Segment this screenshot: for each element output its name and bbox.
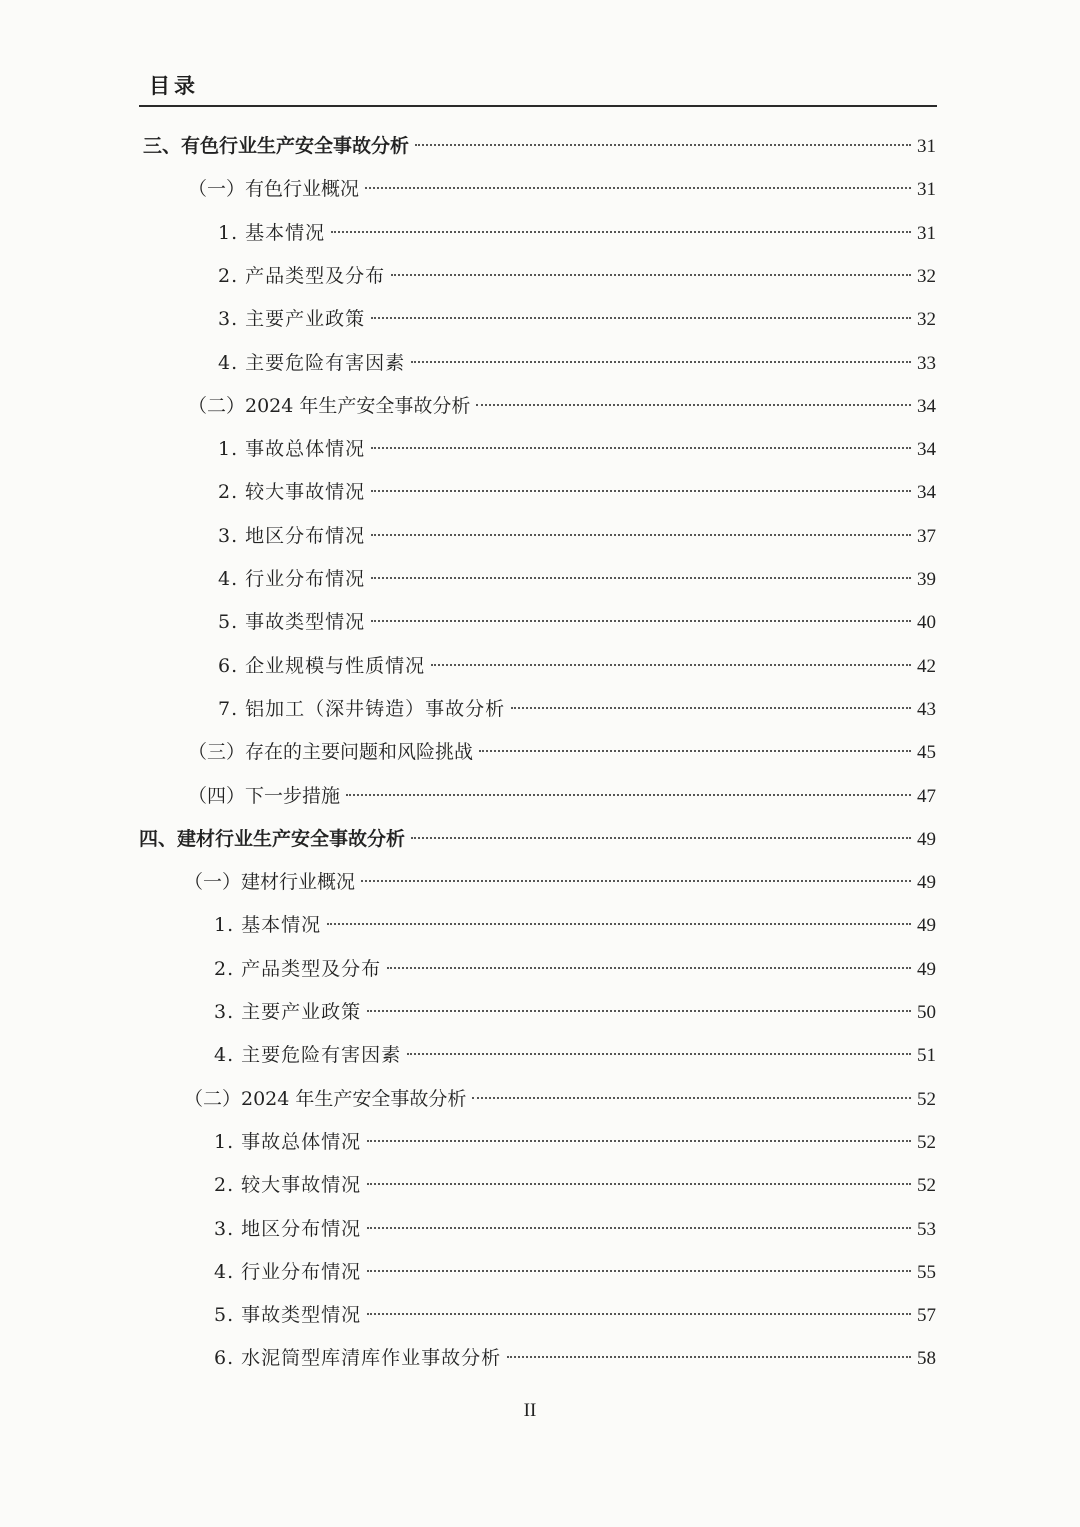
dot-leader	[365, 187, 911, 189]
dot-leader	[411, 837, 911, 839]
toc-entry-page: 32	[917, 265, 936, 287]
toc-entry-page: 49	[917, 958, 936, 980]
toc-entry-title: （二）2024 年生产安全事故分析	[184, 1087, 467, 1110]
toc-entry-page: 33	[917, 352, 936, 374]
toc-entry[interactable]	[218, 476, 936, 508]
toc-entry-page: 34	[917, 395, 936, 417]
toc-entry[interactable]	[214, 1213, 936, 1245]
toc-entry-title: （二）2024 年生产安全事故分析	[188, 394, 471, 417]
page-header-title: 目录	[149, 74, 199, 98]
toc-entry-title: 5. 事故类型情况	[218, 611, 366, 634]
toc-entry-title: （三）存在的主要问题和风险挑战	[188, 741, 474, 764]
toc-entry-page: 40	[917, 612, 936, 634]
dot-leader	[472, 1097, 911, 1099]
toc-entry[interactable]	[218, 606, 936, 638]
toc-entry-page: 39	[917, 569, 936, 590]
dot-leader	[371, 317, 911, 319]
toc-entry[interactable]	[188, 736, 936, 768]
toc-entry-title: 1. 事故总体情况	[218, 438, 366, 461]
toc-entry-title: （四）下一步措施	[188, 784, 341, 807]
toc-entry[interactable]	[214, 1256, 936, 1288]
toc-entry[interactable]	[188, 173, 936, 205]
dot-leader	[367, 1227, 911, 1229]
toc-entry[interactable]	[218, 303, 936, 335]
toc-entry-title: 1. 基本情况	[214, 914, 322, 937]
toc-entry-title: 5. 事故类型情况	[214, 1304, 362, 1327]
toc-entry[interactable]	[188, 390, 936, 422]
dot-leader	[507, 1356, 911, 1358]
toc-entry-page: 31	[917, 222, 936, 244]
toc-entry-title: 4. 主要危险有害因素	[214, 1044, 402, 1067]
toc-entry[interactable]	[139, 823, 936, 855]
toc-entry-title: 四、建材行业生产安全事故分析	[139, 827, 406, 850]
toc-entry-page: 42	[917, 655, 936, 677]
dot-leader	[371, 620, 911, 622]
dot-leader	[407, 1053, 911, 1055]
toc-entry[interactable]	[218, 693, 936, 725]
toc-entry[interactable]	[184, 866, 936, 898]
dot-leader	[479, 750, 911, 752]
toc-entry[interactable]	[214, 1126, 936, 1158]
toc-entry-title: （一）建材行业概况	[184, 871, 356, 894]
toc-entry-title: 2. 产品类型及分布	[214, 957, 382, 980]
toc-entry-page: 47	[917, 785, 936, 807]
toc-entry-title: 4. 主要危险有害因素	[218, 351, 406, 374]
toc-entry[interactable]	[214, 1169, 936, 1201]
dot-leader	[511, 707, 911, 709]
toc-entry[interactable]	[214, 953, 936, 985]
toc-entry[interactable]	[218, 260, 936, 292]
toc-entry-title: 3. 地区分布情况	[218, 524, 366, 547]
toc-entry[interactable]	[214, 1039, 936, 1071]
dot-leader	[371, 447, 911, 449]
dot-leader	[367, 1010, 911, 1012]
page-number: II	[523, 1400, 537, 1421]
toc-entry-title: 1. 事故总体情况	[214, 1130, 362, 1153]
toc-entry[interactable]	[214, 909, 936, 941]
toc-entry-title: 2. 产品类型及分布	[218, 264, 386, 287]
toc-entry[interactable]	[218, 217, 936, 249]
toc-entry-page: 49	[917, 872, 936, 894]
toc-entry[interactable]	[214, 1299, 936, 1331]
dot-leader	[371, 490, 911, 492]
toc-entry-title: 3. 主要产业政策	[214, 1001, 362, 1023]
toc-entry-title: 3. 地区分布情况	[214, 1217, 362, 1240]
dot-leader	[346, 794, 911, 796]
toc-entry-page: 57	[917, 1305, 936, 1327]
toc-entry-page: 51	[917, 1045, 936, 1067]
dot-leader	[367, 1270, 911, 1272]
toc-entry[interactable]	[214, 1342, 936, 1374]
toc-entry[interactable]	[218, 650, 936, 682]
toc-entry-page: 31	[917, 179, 936, 201]
dot-leader	[415, 144, 911, 146]
toc-entry-title: 2. 较大事故情况	[214, 1174, 362, 1197]
dot-leader	[476, 404, 911, 406]
toc-entry[interactable]	[218, 433, 936, 465]
toc-entry-page: 58	[917, 1348, 936, 1370]
toc-entry-page: 34	[917, 439, 936, 461]
toc-entry[interactable]	[218, 563, 936, 595]
dot-leader	[327, 923, 911, 925]
toc-entry-title: 三、有色行业生产安全事故分析	[143, 135, 410, 157]
toc-entry-page: 53	[917, 1218, 936, 1240]
dot-leader	[371, 534, 911, 536]
toc-entry[interactable]	[218, 520, 936, 552]
toc-entry-page: 52	[917, 1175, 936, 1197]
toc-entry-title: 3. 主要产业政策	[218, 308, 366, 331]
toc-entry-title: 2. 较大事故情况	[218, 481, 366, 504]
toc-entry-page: 52	[917, 1131, 936, 1153]
header-divider	[139, 105, 937, 107]
toc-entry-page: 37	[917, 525, 936, 547]
toc-entry-title: 4. 行业分布情况	[214, 1260, 362, 1283]
dot-leader	[411, 361, 911, 363]
toc-entry-page: 32	[917, 309, 936, 331]
toc-entry-page: 49	[917, 828, 936, 850]
toc-entry-page: 55	[917, 1261, 936, 1283]
toc-entry-page: 34	[917, 482, 936, 504]
toc-entry-page: 52	[917, 1088, 936, 1110]
toc-entry-page: 43	[917, 698, 936, 720]
toc-entry-title: 7. 铝加工（深井铸造）事故分析	[218, 697, 506, 720]
toc-entry[interactable]	[184, 1083, 936, 1115]
toc-entry-title: （一）有色行业概况	[188, 178, 360, 201]
dot-leader	[367, 1140, 911, 1142]
dot-leader	[431, 664, 911, 666]
toc-entry[interactable]	[214, 996, 936, 1028]
toc-entry[interactable]	[218, 347, 936, 379]
toc-entry-page: 50	[917, 1002, 936, 1023]
toc-entry-title: 4. 行业分布情况	[218, 568, 366, 590]
dot-leader	[361, 880, 911, 882]
toc-entry[interactable]	[188, 780, 936, 812]
toc-entry-page: 49	[917, 915, 936, 937]
toc-entry-title: 6. 水泥筒型库清库作业事故分析	[214, 1347, 502, 1370]
toc-entry-title: 6. 企业规模与性质情况	[218, 654, 426, 677]
dot-leader	[371, 577, 911, 579]
toc-entry-page: 45	[917, 742, 936, 764]
dot-leader	[367, 1313, 911, 1315]
toc-entry[interactable]	[143, 130, 936, 162]
toc-entry-page: 31	[917, 136, 936, 157]
dot-leader	[387, 967, 911, 969]
dot-leader	[331, 231, 911, 233]
dot-leader	[391, 274, 911, 276]
toc-entry-title: 1. 基本情况	[218, 221, 326, 244]
dot-leader	[367, 1183, 911, 1185]
